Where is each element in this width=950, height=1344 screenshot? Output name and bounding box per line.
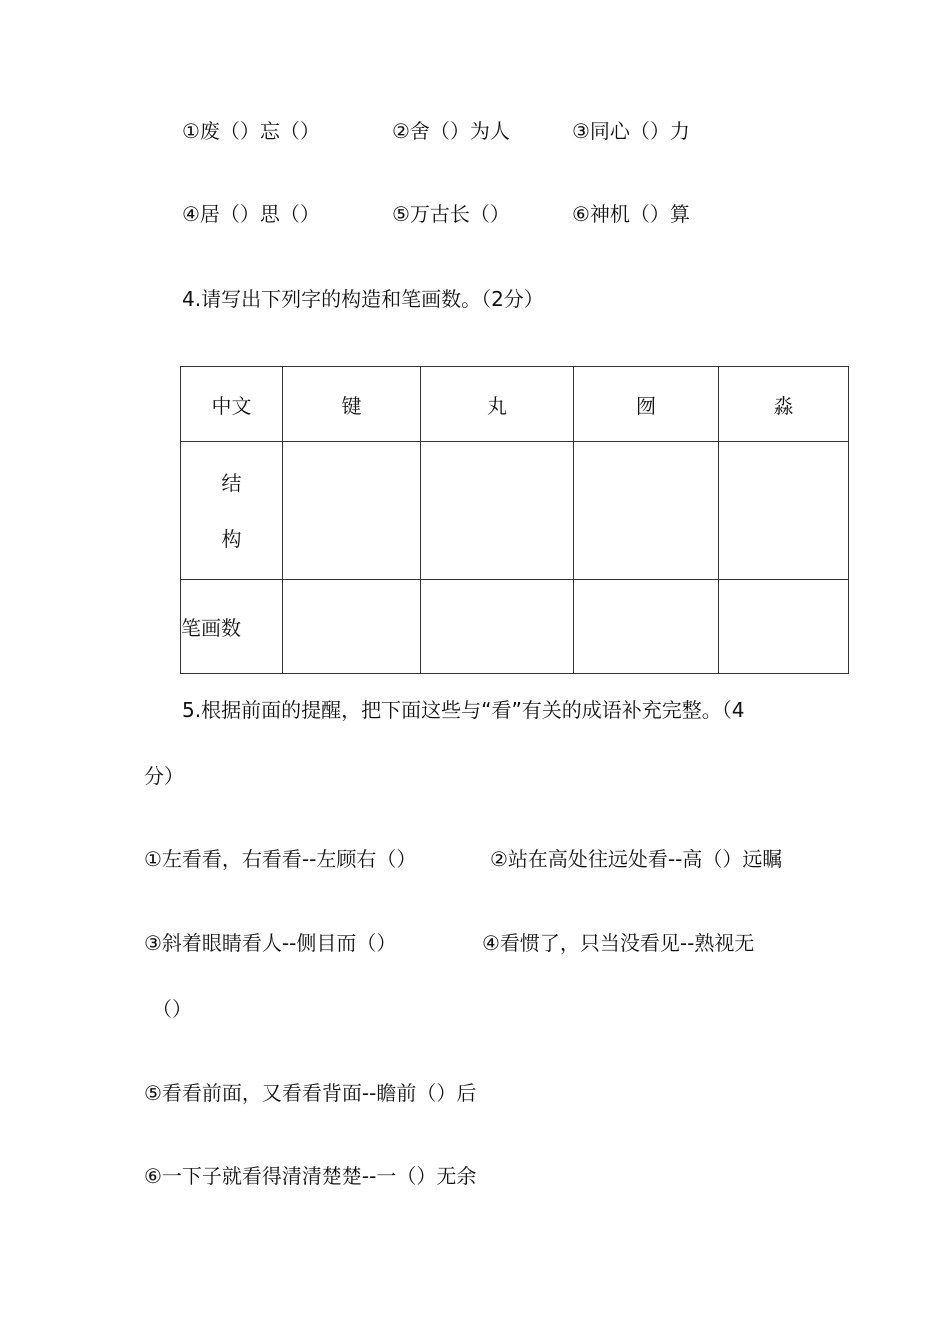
character-structure-table [180, 366, 849, 674]
strokes-answer-cell[interactable] [719, 580, 849, 674]
strokes-answer-cell[interactable] [574, 580, 719, 674]
table-row-strokes [181, 580, 849, 674]
q3-item-3: ③同心（）力 [572, 119, 690, 143]
q5-item-4: ④看惯了，只当没看见--熟视无 [482, 931, 755, 955]
q3-item-6: ⑥神机（）算 [572, 202, 690, 226]
q5-item-5: ⑤看看前面，又看看背面--瞻前（）后 [144, 1081, 477, 1105]
header-char-1: 键 [283, 367, 421, 442]
strokes-answer-cell[interactable] [421, 580, 574, 674]
structure-label-char-2: 构 [221, 526, 242, 551]
strokes-label: 笔画数 [181, 580, 283, 674]
q5-item-2: ②站在高处往远处看--高（）远瞩 [490, 847, 783, 871]
q3-item-1: ①废（）忘（） [182, 119, 320, 143]
q3-item-2: ②舍（）为人 [392, 119, 510, 143]
structure-label-char-1: 结 [221, 470, 242, 495]
q5-title-cont: 分） [144, 764, 184, 788]
q5-item-6: ⑥一下子就看得清清楚楚--一（）无余 [144, 1164, 477, 1188]
q5-item-1: ①左看看，右看看--左顾右（） [144, 847, 417, 871]
table-row-structure [181, 442, 849, 580]
q5-title: 5.根据前面的提醒，把下面这些与“看”有关的成语补充完整。（4 [182, 698, 745, 722]
q3-item-4: ④居（）思（） [182, 202, 320, 226]
table-header-row [181, 367, 849, 442]
header-char-4: 淼 [719, 367, 849, 442]
structure-label [181, 442, 283, 580]
strokes-answer-cell[interactable] [283, 580, 421, 674]
header-chinese: 中文 [181, 367, 283, 442]
header-char-2: 丸 [421, 367, 574, 442]
structure-answer-cell[interactable] [421, 442, 574, 580]
q4-title: 4.请写出下列字的构造和笔画数。（2分） [182, 287, 544, 311]
structure-answer-cell[interactable] [574, 442, 719, 580]
structure-answer-cell[interactable] [719, 442, 849, 580]
header-char-3: 囫 [574, 367, 719, 442]
q5-item-4-cont: （） [152, 997, 192, 1021]
q3-item-5: ⑤万古长（） [392, 202, 510, 226]
structure-answer-cell[interactable] [283, 442, 421, 580]
q5-item-3: ③斜着眼睛看人--侧目而（） [144, 931, 397, 955]
